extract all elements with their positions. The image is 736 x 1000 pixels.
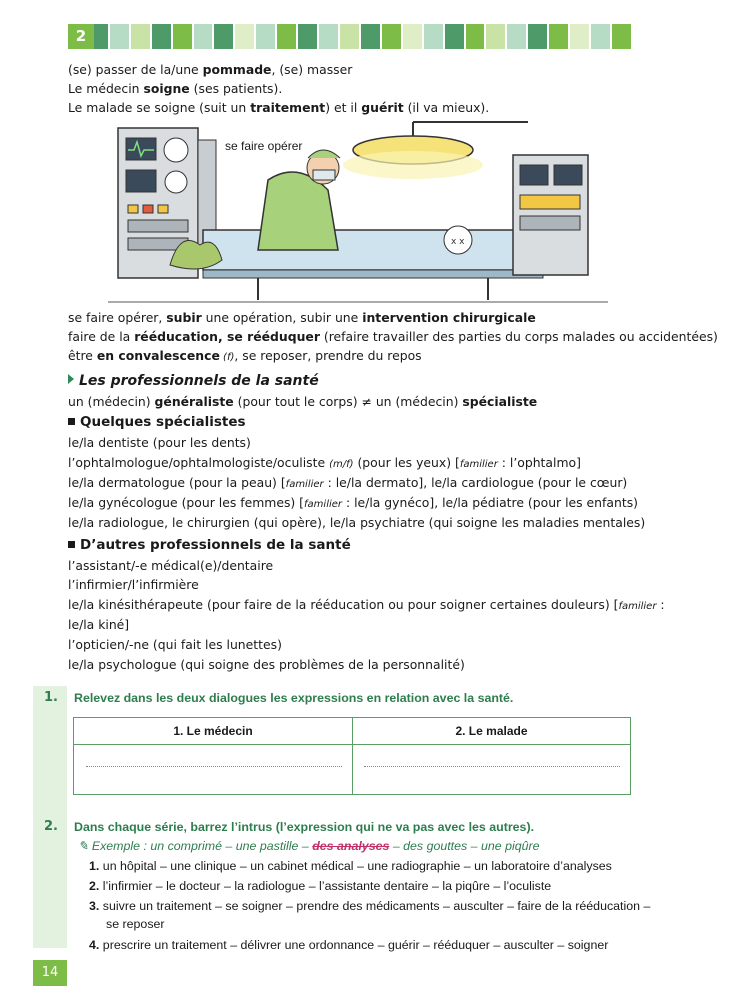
exercise-1-title: Relevez dans les deux dialogues les expressions en relation avec la santé. [74, 691, 514, 705]
exercise-2-item-1[interactable]: 1. un hôpital – une clinique – un cabinet médical – une radiographie – un laboratoire d’analyses [89, 859, 612, 873]
specialist-line: le/la dermatologue (pour la peau) [familier : le/la dermato], le/la cardiologue (pour le cœur) [68, 475, 628, 490]
professional-line: l’assistant/-e médical(e)/dentaire [68, 558, 274, 573]
band-square [382, 24, 401, 49]
professional-line: le/la kinésithérapeute (pour faire de la rééducation ou pour soigner certaines douleurs) [familier : [68, 597, 665, 612]
band-square [277, 24, 296, 49]
exercise-2-item-4[interactable]: 4. prescrire un traitement – délivrer une ordonnance – guérir – rééduquer – ausculter – soigner [89, 938, 609, 952]
exercise-2-number: 2. [44, 819, 58, 834]
column-header-doctor: 1. Le médecin [173, 724, 253, 738]
intro-line-1: (se) passer de la/une pommade, (se) masser [68, 62, 353, 77]
exercise-1-table [73, 717, 631, 795]
professional-line: le/la kiné] [68, 617, 130, 632]
specialist-line: le/la radiologue, le chirurgien (qui opère), le/la psychiatre (qui soigne les maladies mentales) [68, 515, 646, 530]
chapter-color-band [68, 24, 631, 49]
svg-text:x x: x x [451, 237, 465, 247]
illustration-caption: se faire opérer [225, 139, 303, 153]
exercise-2-item-2[interactable]: 2. l’infirmier – le docteur – la radiologue – l’assistante dentaire – la piqûre – l’oculiste [89, 879, 552, 893]
band-square [340, 24, 359, 49]
professional-line: l’opticien/-ne (qui fait les lunettes) [68, 637, 282, 652]
exercise-2-item-3-continued: se reposer [106, 917, 165, 931]
band-square [319, 24, 338, 49]
specialist-line: le/la gynécologue (pour les femmes) [familier : le/la gynéco], le/la pédiatre (pour les enfants) [68, 495, 638, 510]
after-line-1: se faire opérer, subir une opération, subir une intervention chirurgicale [68, 310, 536, 325]
band-square [528, 24, 547, 49]
band-square [445, 24, 464, 49]
band-square [486, 24, 505, 49]
column-header-patient: 2. Le malade [455, 724, 528, 738]
subheading-other-professionals: D’autres professionnels de la santé [68, 537, 351, 553]
subheading-specialists: Quelques spécialistes [68, 414, 246, 430]
band-square [591, 24, 610, 49]
after-line-3: être en convalescence (f), se reposer, prendre du repos [68, 348, 422, 363]
band-square [173, 24, 192, 49]
band-square [403, 24, 422, 49]
band-square [466, 24, 485, 49]
exercise-2-item-3[interactable]: 3. suivre un traitement – se soigner – prendre des médicaments – ausculter – faire de la rééducation – [89, 899, 651, 913]
intro-line-3: Le malade se soigne (suit un traitement) et il guérit (il va mieux). [68, 100, 490, 115]
specialist-line: l’ophtalmologue/ophtalmologiste/oculiste (m/f) (pour les yeux) [familier : l’ophtalmo] [68, 455, 581, 470]
band-square [298, 24, 317, 49]
pencil-icon: ✎ [78, 839, 92, 853]
exercise-1-number: 1. [44, 690, 58, 705]
band-square [214, 24, 233, 49]
after-line-2: faire de la rééducation, se rééduquer (refaire travailler des parties du corps malades ou accidentées) [68, 329, 718, 344]
professional-line: le/la psychologue (qui soigne des problèmes de la personnalité) [68, 657, 465, 672]
exercise-2-example: ✎ Exemple : un comprimé – une pastille – des analyses – des gouttes – une piqûre [78, 839, 540, 853]
answer-line-doctor[interactable] [86, 766, 342, 768]
band-square [361, 24, 380, 49]
section-title: Les professionnels de la santé [68, 373, 319, 389]
square-bullet-icon [68, 418, 75, 425]
chapter-number: 2 [68, 24, 94, 49]
surgery-illustration [108, 120, 608, 305]
specialist-line: le/la dentiste (pour les dents) [68, 435, 251, 450]
triangle-icon [68, 374, 74, 384]
intro-line-2: Le médecin soigne (ses patients). [68, 81, 283, 96]
band-square [424, 24, 443, 49]
exercise-sidebar [33, 686, 67, 948]
band-square [549, 24, 568, 49]
band-square [612, 24, 631, 49]
answer-line-patient[interactable] [364, 766, 620, 768]
band-square [507, 24, 526, 49]
band-square [570, 24, 589, 49]
page-number: 14 [33, 960, 67, 986]
band-square [110, 24, 129, 49]
exercise-2-title: Dans chaque série, barrez l’intrus (l’expression qui ne va pas avec les autres). [74, 820, 535, 834]
pros-line-1: un (médecin) généraliste (pour tout le corps) ≠ un (médecin) spécialiste [68, 394, 538, 409]
band-square [131, 24, 150, 49]
band-square [152, 24, 171, 49]
band-square [256, 24, 275, 49]
professional-line: l’infirmier/l’infirmière [68, 577, 199, 592]
band-square [235, 24, 254, 49]
square-bullet-icon [68, 541, 75, 548]
band-square [194, 24, 213, 49]
